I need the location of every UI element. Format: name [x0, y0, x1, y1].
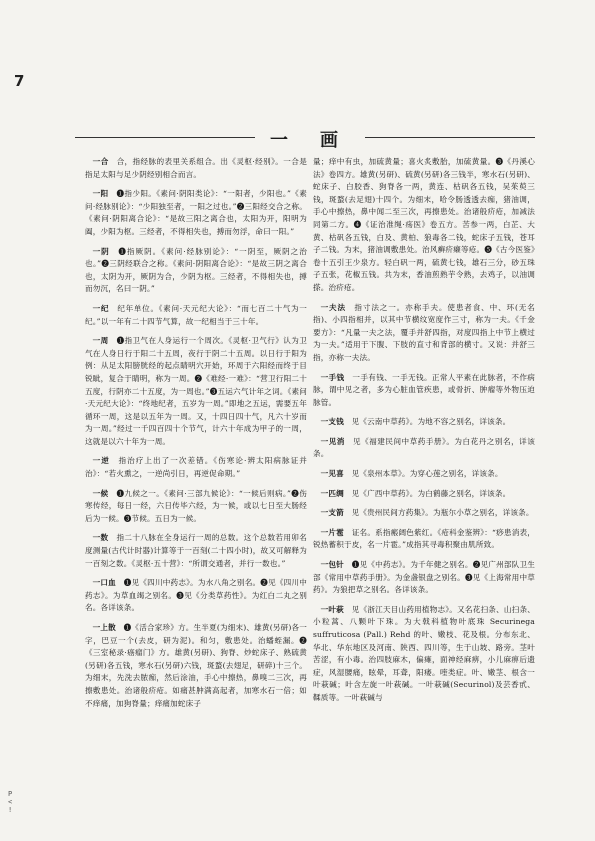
dictionary-entry — [85, 488, 307, 526]
entry-definition: 指治疗上出了一次差错。《伤寒论·辨太阳病脉证并治》：“若火熏之，一逆尚引日，再逆促命期。” — [85, 456, 307, 479]
entry-definition: ❶见《中药志》。为千年健之别名。❷见广州部队卫生部《常用中草药手册》。为金盏银盘之别名。❸见《上海常用中草药》。为狼把草之别名。各详该条。 — [313, 560, 535, 595]
entry-headword: 一合 — [92, 157, 109, 166]
dictionary-entry — [85, 156, 307, 181]
dictionary-entry — [85, 622, 307, 710]
entry-definition: ❶指少阳。《素问·阴阳类论》：“一阳者，少阳也。”《素问·经脉别论》：“少阳独至者，一阳之过也。”❷三阳经交合之称。《素问·阴阳离合论》：“是故三阳之离合也，太阳为开，阳明为阖，少阳为枢。三经者，不得相失也，搏而勿浮，命曰一阳。” — [85, 189, 307, 236]
entry-headword: 一见喜 — [320, 469, 344, 479]
entry-headword: 一阳 — [92, 189, 109, 199]
entry-headword: 一叶萩 — [320, 604, 344, 614]
entry-definition: 纪年单位。《素问·天元纪大论》：“而七百二十气为一纪。”以一年有二十四节气算，故一纪相当于三十年。 — [85, 303, 307, 326]
entry-definition: 量；痒中有虫，加硫黄量；喜火炙敷胎，加硫黄量。❸《丹溪心法》卷四方。雄黄(另研)、硫黄(另研)各三钱半，寒水石(另研)、蛇床子、白胶香、狗脊各一两，黄连、枯矾各五钱，吴茱萸三钱，斑蝥(去足翅)十四个。为细末，哈令肠透透去痂，猪油调，手心中擦热，鼻中闻二至三次，再擦患处。治诸般疥疮，加减法同第二方。❹《证治准绳·疡医》卷五方。苦参一两，白芷、大黄、枯矾各五钱，白及、黄柏、狼毒各二钱，蛇床子五钱，苍耳子二钱。为末，猪油调敷患处。治风癣疥癞等疮。❺《古今医鉴》卷十五引王少泉方。轻白矾一两，硫黄七钱，雄石三分，砂五珠子五张，花椒五钱。共为末，香油煎熟芋令熟，去鸡子，以油调搽。治疥疮。 — [313, 157, 535, 292]
header-rule-right — [365, 137, 535, 138]
entry-definition: ❶九候之一。《素问·三部九候论》：“一候后则病。”❷伤寒传经，每日一经，六日传毕六经，为一候，或以七日至大肠经后为一候。❸节候。五日为一候。 — [85, 488, 307, 523]
margin-mark: P — [8, 790, 13, 798]
entry-definition: ❶指厥阴。《素问·经脉别论》：“一阴至，厥阴之治也。”❷三阴经联合之称。《素问·阴阳离合论》：“是故三阴之离合也，太阴为开，厥阴为合，少阴为枢。三经者，不得相失也，搏而勿沉，名曰一阴。” — [85, 246, 307, 294]
entry-headword: 一匹绸 — [320, 488, 344, 498]
entry-headword: 一阴 — [92, 246, 110, 256]
entry-headword: 一周 — [92, 336, 109, 346]
dictionary-entry — [313, 604, 535, 705]
entry-headword: 一纪 — [92, 303, 110, 313]
dictionary-entry — [313, 372, 535, 410]
dictionary-entry — [85, 577, 307, 615]
entry-definition: ❶见《四川中药志》。为水八角之别名。❷见《四川中药志》。为草血竭之别名。❸见《分类草药性》。为红白二丸之别名。各详该条。 — [85, 578, 307, 613]
entry-headword: 一夫法 — [320, 302, 346, 312]
dictionary-entry — [313, 559, 535, 597]
dictionary-entry — [313, 468, 535, 481]
entry-definition: ❶《活合家珍》方。生半夏(为细末)、雄黄(另研)各一字，巴豆一个(去皮，研为泥)。和匀，敷患处。治蟠蛭漏。❷《三室秘录·癌瘤门》方。雄黄(另研)、狗脊、炒蛇床子、熟硫黄(另研)各五钱，寒水石(另研)六钱，斑蝥(去翅足，研碎)十三个。为细末，先洗去脓痂，然后涂油，手心中擦热，鼻嗅二三次，再擦敷患处。治诸般疥疮。如痛甚肿满高起者，加寒水石一倍；如不痒痛，加狗脊量；痒痛加蛇床子 — [85, 623, 307, 708]
section-header — [75, 126, 535, 151]
entry-headword: 一候 — [92, 488, 109, 498]
dictionary-entry-continued — [313, 156, 535, 295]
dictionary-entry — [85, 532, 307, 570]
dictionary-entry — [85, 303, 307, 328]
entry-headword: 一见消 — [320, 436, 345, 446]
right-column — [313, 156, 535, 712]
dictionary-entry — [313, 436, 535, 461]
entry-definition: 证名。系指瘢阔色紫红。《疮科金鉴辨》：“痧患消表，锐热蓄积于皮，名一片雹。”成指其寻毒积聚由肌所致。 — [313, 527, 536, 550]
entry-definition: 指寸法之一。亦称手夫。使患者食、中、环(无名指)、小四指相并，以其中节横纹宽度作三寸，称为一夫。《千金要方》：“凡量一夫之法，覆手并舒四指，对度四指上中节上横过为一夫。”适用于下腹、下肢的直寸和背部的横寸。又说：并舒三指，亦称一夫法。 — [313, 302, 535, 362]
entry-definition: 指二十八脉在全身运行一周的总数。这个总数若用卯名度测量(古代计时器)计算等于一百刻(二十四小时)，故又可解释为一百刻之数。《灵枢·五十营》：“所谓交通者，并行一数也。” — [85, 533, 307, 568]
entry-definition: 见《福建民间中草药手册》。为白花丹之别名，详该条。 — [313, 436, 536, 459]
dictionary-entry — [313, 302, 535, 365]
entry-headword: 一逆 — [92, 456, 110, 466]
dictionary-entry — [313, 488, 535, 501]
entry-headword: 一支钱 — [320, 417, 344, 427]
entry-headword: 一数 — [92, 533, 109, 543]
entry-headword: 一包针 — [320, 560, 344, 570]
dictionary-entry — [85, 335, 307, 448]
dictionary-entry — [313, 416, 535, 429]
dictionary-entry — [313, 507, 535, 520]
entry-definition: ❶指卫气在人身运行一个周次。《灵枢·卫气行》认为卫气在人身日行于阳二十五周，夜行于阴二十五周。以日行于阳为例：从足太阳膀胱经的起点睛明穴开始，环周于六阳经而终于目锐眦，复合于睛明，称为一周。❷《难经·一难》：“营卫行阳二十五度，行阴亦二十五度，为一周也。”❸五运六气计年之词。《素问·天元纪大论》：“终地纪者，五岁为一周。”即地之五运，需要五年循环一周，这是以五年为一周。又，十四日四十气，凡六十岁而为一周。”经过一千四百四十个节气，计六十年成为甲子的一周，这就是以六十年为一周。 — [85, 336, 307, 446]
dictionary-entry — [313, 527, 535, 552]
entry-definition: 合，指经脉的表里关系组合。出《灵枢·经别》。一合是指足太阳与足少阴经别相合而言。 — [85, 157, 307, 179]
entry-definition: 见《贵州民间方药集》。为瓶尔小草之别名，详该条。 — [351, 508, 534, 518]
entry-headword: 一口血 — [92, 578, 116, 588]
entry-definition: 见《泉州本草》。为穿心莲之别名，详该条。 — [351, 469, 503, 479]
page-number: 7 — [14, 72, 25, 90]
entry-definition: 一手有钱、一手无钱。正常人平素在此脉者，不作病脉，谓中见之者，多为心脏血管疾患，或骨折、肿瘤等外物压迫脉管。 — [313, 372, 536, 407]
dictionary-entry — [85, 455, 307, 480]
section-header-char-2: 画 — [320, 130, 338, 151]
margin-mark: ! — [8, 806, 13, 814]
entry-headword: 一片雹 — [320, 527, 344, 537]
entry-headword: 一手钱 — [320, 372, 345, 382]
margin-mark: < — [8, 798, 13, 806]
left-column — [85, 156, 307, 717]
header-rule-left — [75, 137, 255, 138]
entry-definition: 见《广西中草药》。为白鹤藤之别名，详该条。 — [351, 488, 511, 498]
entry-definition: 见《云南中草药》。为地不容之别名，详该条。 — [351, 417, 511, 427]
dictionary-entry — [85, 246, 307, 296]
entry-definition: 见《浙江天目山药用植物志》。又名花扫条、山扫条、小粒蒿、八颗叶下珠。为大戟科植物叶底珠 Securinega suffruticosa (Pall.) Rehd 的叶、嫩枝、花及根。分布东北、华北、华东地区及河南、陕西、四川等，生于山坡、路旁。茎叶苦涩，有小毒。治四肢麻木，偏瘫，面神经麻痹，小儿麻痹后遗症，风湿腰痛，眩晕，耳聋，阳痿。喹类症。叶、嫩茎、根含一叶萩碱；叶含左旋一叶萩碱。一叶萩碱(Securinol)及芸香甙、鞣质等。一叶萩碱与 — [313, 604, 535, 702]
section-header-char-1: 一 — [270, 130, 288, 151]
margin-marks — [8, 790, 18, 814]
entry-headword: 一上散 — [92, 623, 116, 632]
entry-headword: 一支箭 — [320, 508, 344, 518]
dictionary-entry — [85, 188, 307, 238]
